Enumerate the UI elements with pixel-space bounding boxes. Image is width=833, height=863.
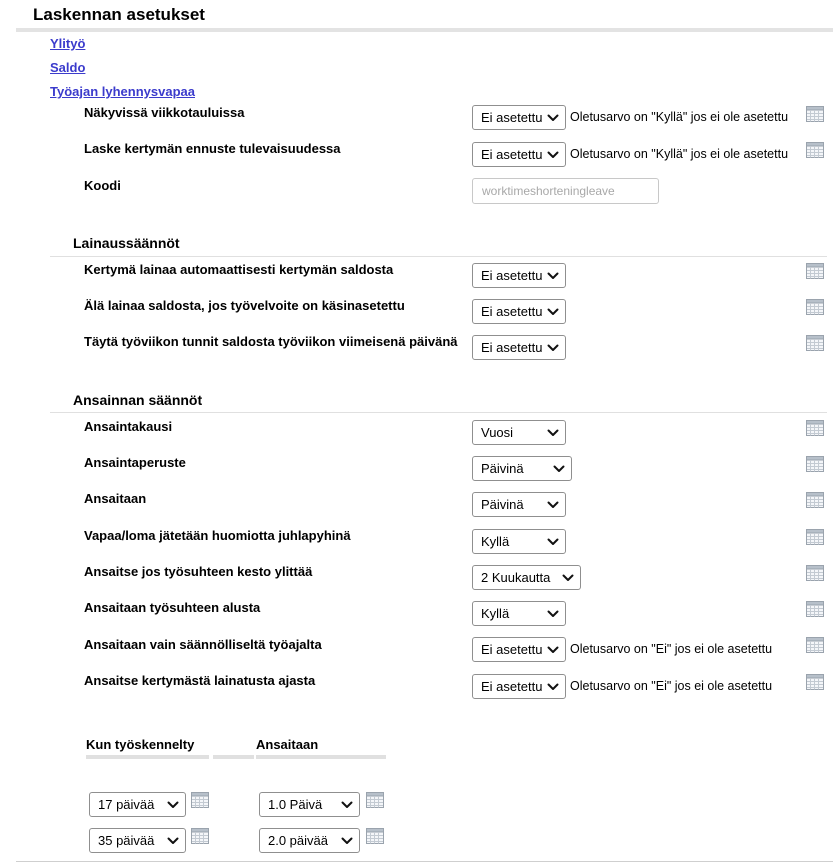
nakyvissa-value: Ei asetettu: [481, 110, 543, 125]
chevron-down-icon: [547, 344, 559, 352]
nakyvissa-hint: Oletusarvo on "Kyllä" jos ei ole asetettu: [570, 110, 789, 124]
ansainta-row-label: Ansaitse jos työsuhteen kesto ylittää: [84, 564, 313, 579]
calendar-icon[interactable]: [806, 142, 824, 158]
chevron-down-icon: [553, 465, 565, 473]
calendar-icon[interactable]: [806, 529, 824, 545]
chevron-down-icon: [167, 837, 179, 845]
chevron-down-icon: [547, 272, 559, 280]
worked-select[interactable]: [89, 792, 186, 817]
nakyvissa-label: Näkyvissä viikkotauluissa: [84, 105, 245, 120]
worked-select[interactable]: [89, 828, 186, 853]
ansainta-row-label: Ansaintakausi: [84, 419, 173, 434]
ansainta-row-label: Vapaa/loma jätetään huomiotta juhlapyhinä: [84, 528, 351, 543]
laske-label: Laske kertymän ennuste tulevaisuudessa: [84, 141, 341, 156]
juhlapyhat-select[interactable]: [472, 529, 566, 554]
calendar-icon[interactable]: [806, 492, 824, 508]
tyosuhteen-kesto-value: 2 Kuukautta: [481, 570, 551, 585]
juhlapyhat-value: Kyllä: [481, 534, 510, 549]
table-header-earned: Ansaitaan: [256, 737, 319, 752]
table-header-bar: [213, 755, 254, 759]
chevron-down-icon: [547, 114, 559, 122]
nav-link-ylityo[interactable]: Ylityö: [50, 36, 86, 51]
lainaus-row-select[interactable]: [472, 335, 566, 360]
koodi-input[interactable]: worktimeshorteningleave: [472, 178, 659, 204]
calendar-icon[interactable]: [366, 792, 384, 808]
lainaus-section-title: Lainaussäännöt: [73, 235, 180, 251]
lainaus-row-value: Ei asetettu: [481, 268, 543, 283]
ansainta-row-label: Ansaitaan vain säännölliseltä työajalta: [84, 637, 322, 652]
earned-value: 2.0 päivää: [268, 833, 328, 848]
ansaitaan-select[interactable]: [472, 492, 566, 517]
laske-hint: Oletusarvo on "Kyllä" jos ei ole asetettu: [570, 147, 789, 161]
tyosuhteen-alusta-select[interactable]: [472, 601, 566, 626]
chevron-down-icon: [547, 610, 559, 618]
ansainta-row-label: Ansaintaperuste: [84, 455, 186, 470]
bottom-divider: [16, 861, 833, 862]
lainaus-divider: [50, 256, 827, 257]
tyosuhteen-kesto-select[interactable]: [472, 565, 581, 590]
calendar-icon[interactable]: [806, 420, 824, 436]
ansainta-section-title: Ansainnan säännöt: [73, 392, 203, 408]
calendar-icon[interactable]: [366, 828, 384, 844]
chevron-down-icon: [547, 683, 559, 691]
chevron-down-icon: [547, 646, 559, 654]
lainattu-aika-select[interactable]: [472, 674, 566, 699]
lainaus-row-label: Älä lainaa saldosta, jos työvelvoite on käsinasetettu: [84, 298, 405, 313]
chevron-down-icon: [547, 429, 559, 437]
lainaus-row-label: Täytä työviikon tunnit saldosta työviikon viimeisenä päivänä: [84, 334, 458, 349]
chevron-down-icon: [547, 501, 559, 509]
lainattu-aika-value: Ei asetettu: [481, 679, 543, 694]
laske-value: Ei asetettu: [481, 147, 543, 162]
tyosuhteen-alusta-value: Kyllä: [481, 606, 510, 621]
lainaus-row-value: Ei asetettu: [481, 304, 543, 319]
calendar-icon[interactable]: [806, 456, 824, 472]
calendar-icon[interactable]: [806, 263, 824, 279]
chevron-down-icon: [547, 151, 559, 159]
calendar-icon[interactable]: [806, 601, 824, 617]
calendar-icon[interactable]: [806, 637, 824, 653]
lainattu-aika-hint: Oletusarvo on "Ei" jos ei ole asetettu: [570, 679, 773, 693]
ansainta-row-label: Ansaitse kertymästä lainatusta ajasta: [84, 673, 316, 688]
ansaintaperuste-value: Päivinä: [481, 461, 524, 476]
koodi-label: Koodi: [84, 178, 121, 193]
nav-link-saldo[interactable]: Saldo: [50, 60, 86, 75]
calendar-icon[interactable]: [806, 106, 824, 122]
ansaintakausi-select[interactable]: [472, 420, 566, 445]
calendar-icon[interactable]: [806, 565, 824, 581]
ansainta-row-label: Ansaitaan: [84, 491, 147, 506]
earned-select[interactable]: [259, 792, 360, 817]
calendar-icon[interactable]: [191, 828, 209, 844]
chevron-down-icon: [341, 801, 353, 809]
ansaintaperuste-select[interactable]: [472, 456, 572, 481]
nakyvissa-select[interactable]: [472, 105, 566, 130]
ansainta-divider: [50, 412, 827, 413]
laske-select[interactable]: [472, 142, 566, 167]
table-header-bar: [256, 755, 386, 759]
lainaus-row-select[interactable]: [472, 299, 566, 324]
saannollinen-tyoaika-select[interactable]: [472, 637, 566, 662]
chevron-down-icon: [562, 574, 574, 582]
calendar-icon[interactable]: [806, 335, 824, 351]
calendar-icon[interactable]: [191, 792, 209, 808]
lainaus-row-select[interactable]: [472, 263, 566, 288]
lainaus-row-label: Kertymä lainaa automaattisesti kertymän saldosta: [84, 262, 394, 277]
chevron-down-icon: [341, 837, 353, 845]
saannollinen-tyoaika-hint: Oletusarvo on "Ei" jos ei ole asetettu: [570, 642, 773, 656]
ansaintakausi-value: Vuosi: [481, 425, 514, 440]
title-divider: [16, 28, 833, 32]
earned-value: 1.0 Päivä: [268, 797, 323, 812]
lainaus-row-value: Ei asetettu: [481, 340, 543, 355]
worked-value: 17 päivää: [98, 797, 155, 812]
calendar-icon[interactable]: [806, 674, 824, 690]
ansainta-row-label: Ansaitaan työsuhteen alusta: [84, 600, 261, 615]
chevron-down-icon: [547, 308, 559, 316]
ansaitaan-value: Päivinä: [481, 497, 524, 512]
nav-link-tyoajan-lyhennysvapaa[interactable]: Työajan lyhennysvapaa: [50, 84, 195, 99]
worked-value: 35 päivää: [98, 833, 155, 848]
chevron-down-icon: [547, 538, 559, 546]
table-header-bar: [86, 755, 209, 759]
table-header-worked: Kun työskennelty: [86, 737, 195, 752]
earned-select[interactable]: [259, 828, 360, 853]
page-title: Laskennan asetukset: [33, 5, 205, 24]
saannollinen-tyoaika-value: Ei asetettu: [481, 642, 543, 657]
chevron-down-icon: [167, 801, 179, 809]
calendar-icon[interactable]: [806, 299, 824, 315]
